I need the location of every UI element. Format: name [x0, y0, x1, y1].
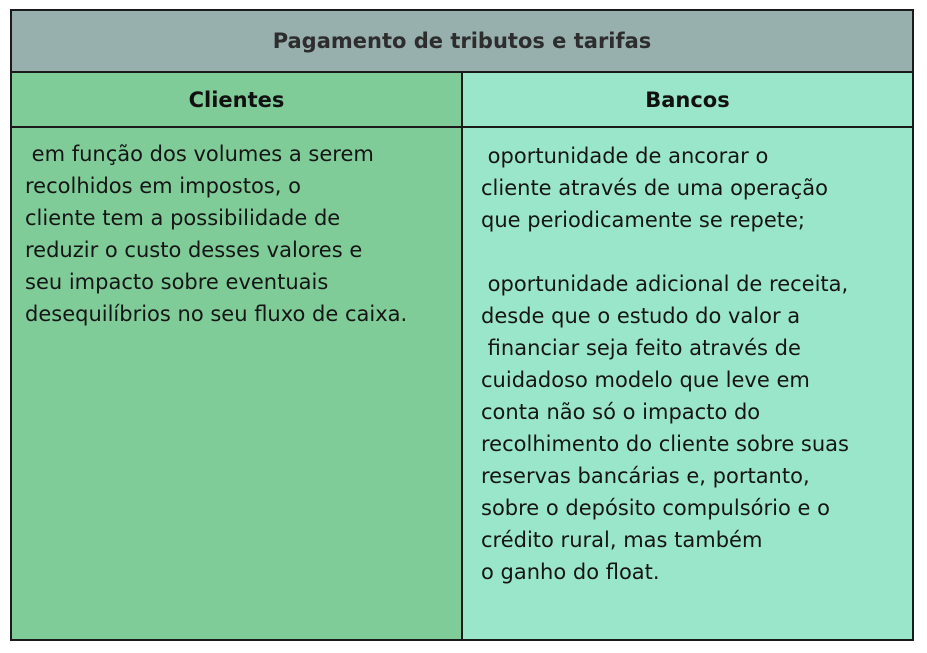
header-clientes: Clientes: [12, 73, 463, 128]
table-title: Pagamento de tributos e tarifas: [12, 11, 912, 73]
cell-clientes-text: em função dos volumes a serem recolhidos em impostos, o cliente tem a possibilidade de reduzir o custo desses valores e seu impacto sobre eventuais desequilíbrios no seu fluxo de caixa.: [12, 128, 463, 639]
cell-bancos-text: oportunidade de ancorar o cliente através de uma operação que periodicamente se repete; oportunidade adicional de receita, desde que o estudo do valor a financiar seja feito através de cuidadoso modelo que leve em conta não só o impacto do recolhimento do cliente sobre suas reservas bancárias e, portanto, sobre o depósito compulsório e o crédito rural, mas também o ganho do float.: [463, 128, 912, 639]
header-bancos: Bancos: [463, 73, 912, 128]
comparison-table: [10, 9, 914, 641]
